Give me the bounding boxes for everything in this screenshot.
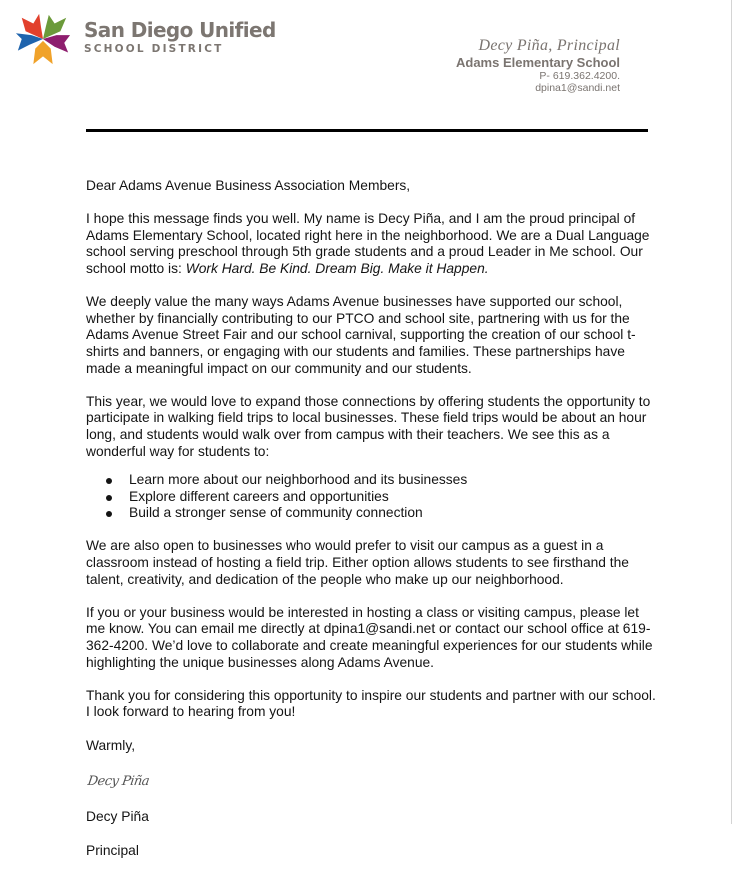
paragraph-thanks: Thank you for considering this opportunity to inspire our students and partner with our school. I look forward to hearing from you!	[86, 687, 656, 720]
school-motto: Work Hard. Be Kind. Dream Big. Make it Happen.	[185, 260, 489, 276]
letterhead-divider	[86, 129, 648, 132]
salutation: Dear Adams Avenue Business Association Members,	[86, 178, 411, 193]
district-name: San Diego Unified	[84, 17, 276, 42]
contact-email: dpina1@sandi.net	[535, 82, 620, 94]
signer-name: Decy Piña	[86, 809, 149, 825]
paragraph-support: We deeply value the many ways Adams Avenue businesses have supported our school, whether by financially contributing to our PTCO and school site, partnering with us for the Adams Avenue Street Fair and our school carnival, supporting the creation of our school t-shirts and banners, or engaging with our students and families. These partnerships have made a meaningful impact on our community and our students.	[86, 294, 636, 376]
letter-body	[86, 178, 661, 876]
list-item-text: Explore different careers and opportunities	[129, 488, 389, 504]
list-item	[106, 472, 661, 489]
district-logo	[14, 10, 276, 68]
list-item	[106, 505, 661, 522]
page-edge-divider	[731, 0, 732, 824]
signer-title: Principal	[86, 842, 139, 858]
bullet-icon	[106, 511, 112, 517]
handwritten-signature: Decy Piña	[86, 773, 151, 789]
closing: Warmly,	[86, 737, 136, 753]
paragraph-field-trips: This year, we would love to expand those connections by offering students the opportunity to participate in walking field trips to local businesses. These field trips would be about an hour long, and students would walk over from campus with their teachers. We see this as a wonderful way for students to:	[86, 393, 651, 459]
paragraph-intro	[86, 211, 661, 277]
starburst-logo-icon	[14, 10, 72, 68]
paragraph-contact: If you or your business would be interested in hosting a class or visiting campus, please let me know. You can email me directly at dpina1@sandi.net or contact our school office at 619-362-4200. We’d love to collaborate and create meaningful experiences for our students while highlighting the unique businesses along Adams Avenue.	[86, 604, 653, 670]
contact-name: Decy Piña, Principal	[478, 37, 620, 54]
contact-phone: P- 619.362.4200.	[539, 70, 620, 82]
contact-school: Adams Elementary School	[456, 55, 620, 70]
list-item-text: Build a stronger sense of community connection	[129, 505, 423, 521]
paragraph-classroom-visit: We are also open to businesses who would prefer to visit our campus as a guest in a classroom instead of hosting a field trip. Either option allows students to see firsthand the talent, creativity, and dedication of the people who make up our neighborhood.	[86, 538, 629, 587]
list-item	[106, 489, 661, 506]
letterhead-contact-block	[456, 37, 620, 94]
bullet-icon	[106, 478, 112, 484]
list-item-text: Learn more about our neighborhood and its businesses	[129, 472, 468, 488]
bullet-icon	[106, 495, 112, 501]
benefits-list	[86, 472, 661, 522]
district-subtitle: SCHOOL DISTRICT	[84, 42, 224, 55]
paragraph-intro-text: I hope this message finds you well. My name is Decy Piña, and I am the proud principal of Adams Elementary School, located right here in the neighborhood. We are a Dual Language school serving preschool through 5th grade students and a proud Leader in Me school. Our school motto is:	[86, 211, 650, 276]
